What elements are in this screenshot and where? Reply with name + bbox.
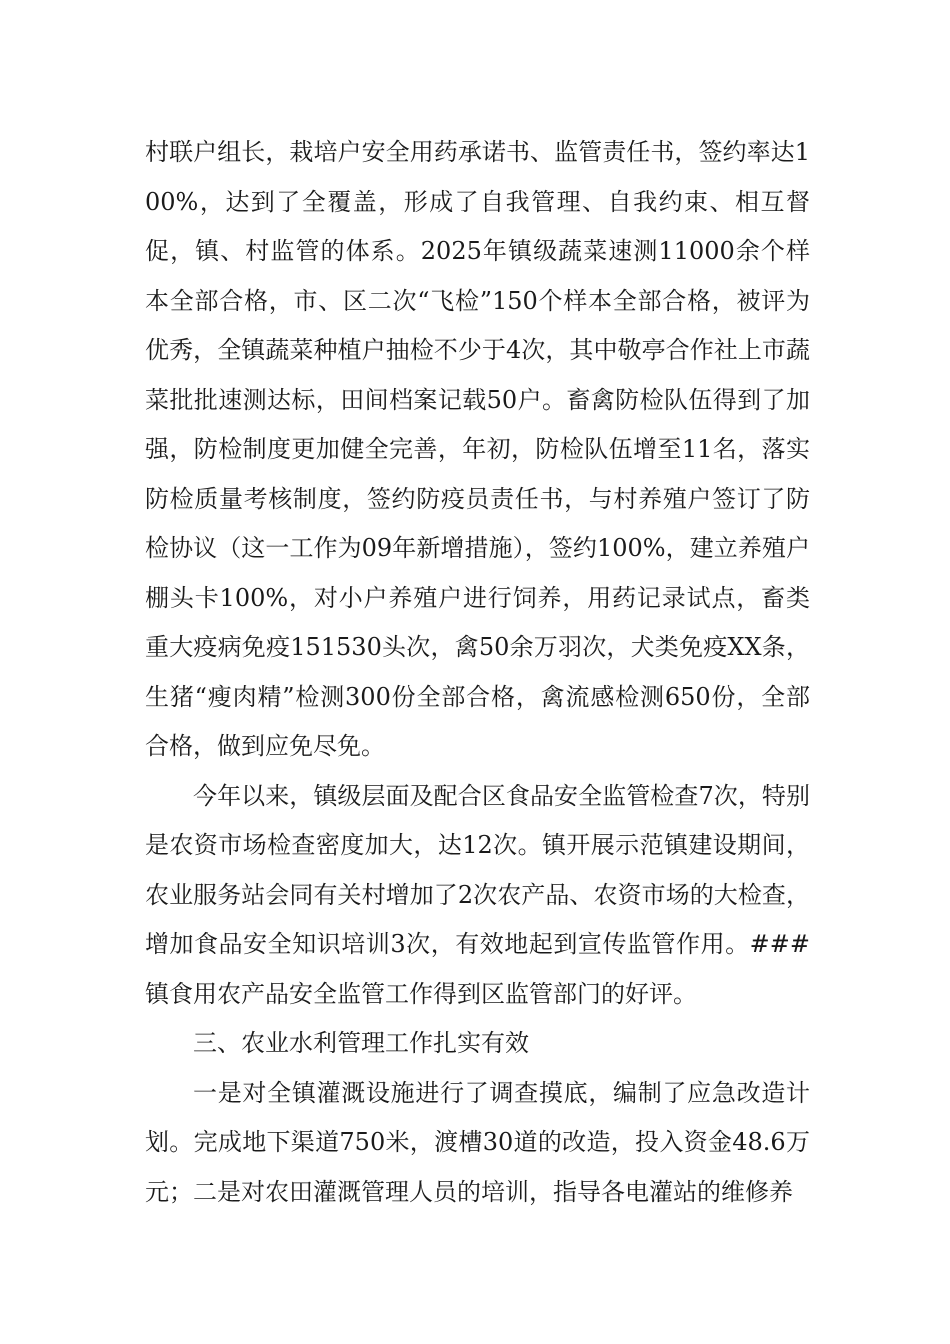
section-heading-water-management: 三、农业水利管理工作扎实有效 [193, 1029, 529, 1057]
paragraph-inspections: 今年以来，镇级层面及配合区食品安全监管检查7次，特别是农资市场检查密度加大，达12次。镇开展示范镇建设期间，农业服务站会同有关村增加了2次农产品、农资市场的大检查，增加食品安全知识培训3次，有效地起到宣传监管作用。###镇食用农产品安全监管工作得到区监管部门的好评。 [145, 781, 810, 1008]
paragraph-irrigation: 一是对全镇灌溉设施进行了调查摸底，编制了应急改造计划。完成地下渠道750米，渡槽30道的改造，投入资金48.6万元；二是对农田灌溉管理人员的培训，指导各电灌站的维修养 [145, 1078, 810, 1206]
paragraph-food-safety-continued: 村联户组长，栽培户安全用药承诺书、监管责任书，签约率达100%，达到了全覆盖，形成了自我管理、自我约束、相互督促，镇、村监管的体系。2025年镇级蔬菜速测11000余个样本全部合格，市、区二次“飞检”150个样本全部合格，被评为优秀，全镇蔬菜种植户抽检不少于4次，其中敬亭合作社上市蔬菜批批速测达标，田间档案记载50户。畜禽防检队伍得到了加强，防检制度更加健全完善，年初，防检队伍增至11名，落实防检质量考核制度，签约防疫员责任书，与村养殖户签订了防检协议（这一工作为09年新增措施），签约100%，建立养殖户棚头卡100%，对小户养殖户进行饲养，用药记录试点，畜类重大疫病免疫151530头次，禽50余万羽次，犬类免疫XX条，生猪“瘦肉精”检测300份全部合格，禽流感检测650份，全部合格，做到应免尽免。 [145, 138, 810, 760]
document-body [145, 128, 810, 1217]
